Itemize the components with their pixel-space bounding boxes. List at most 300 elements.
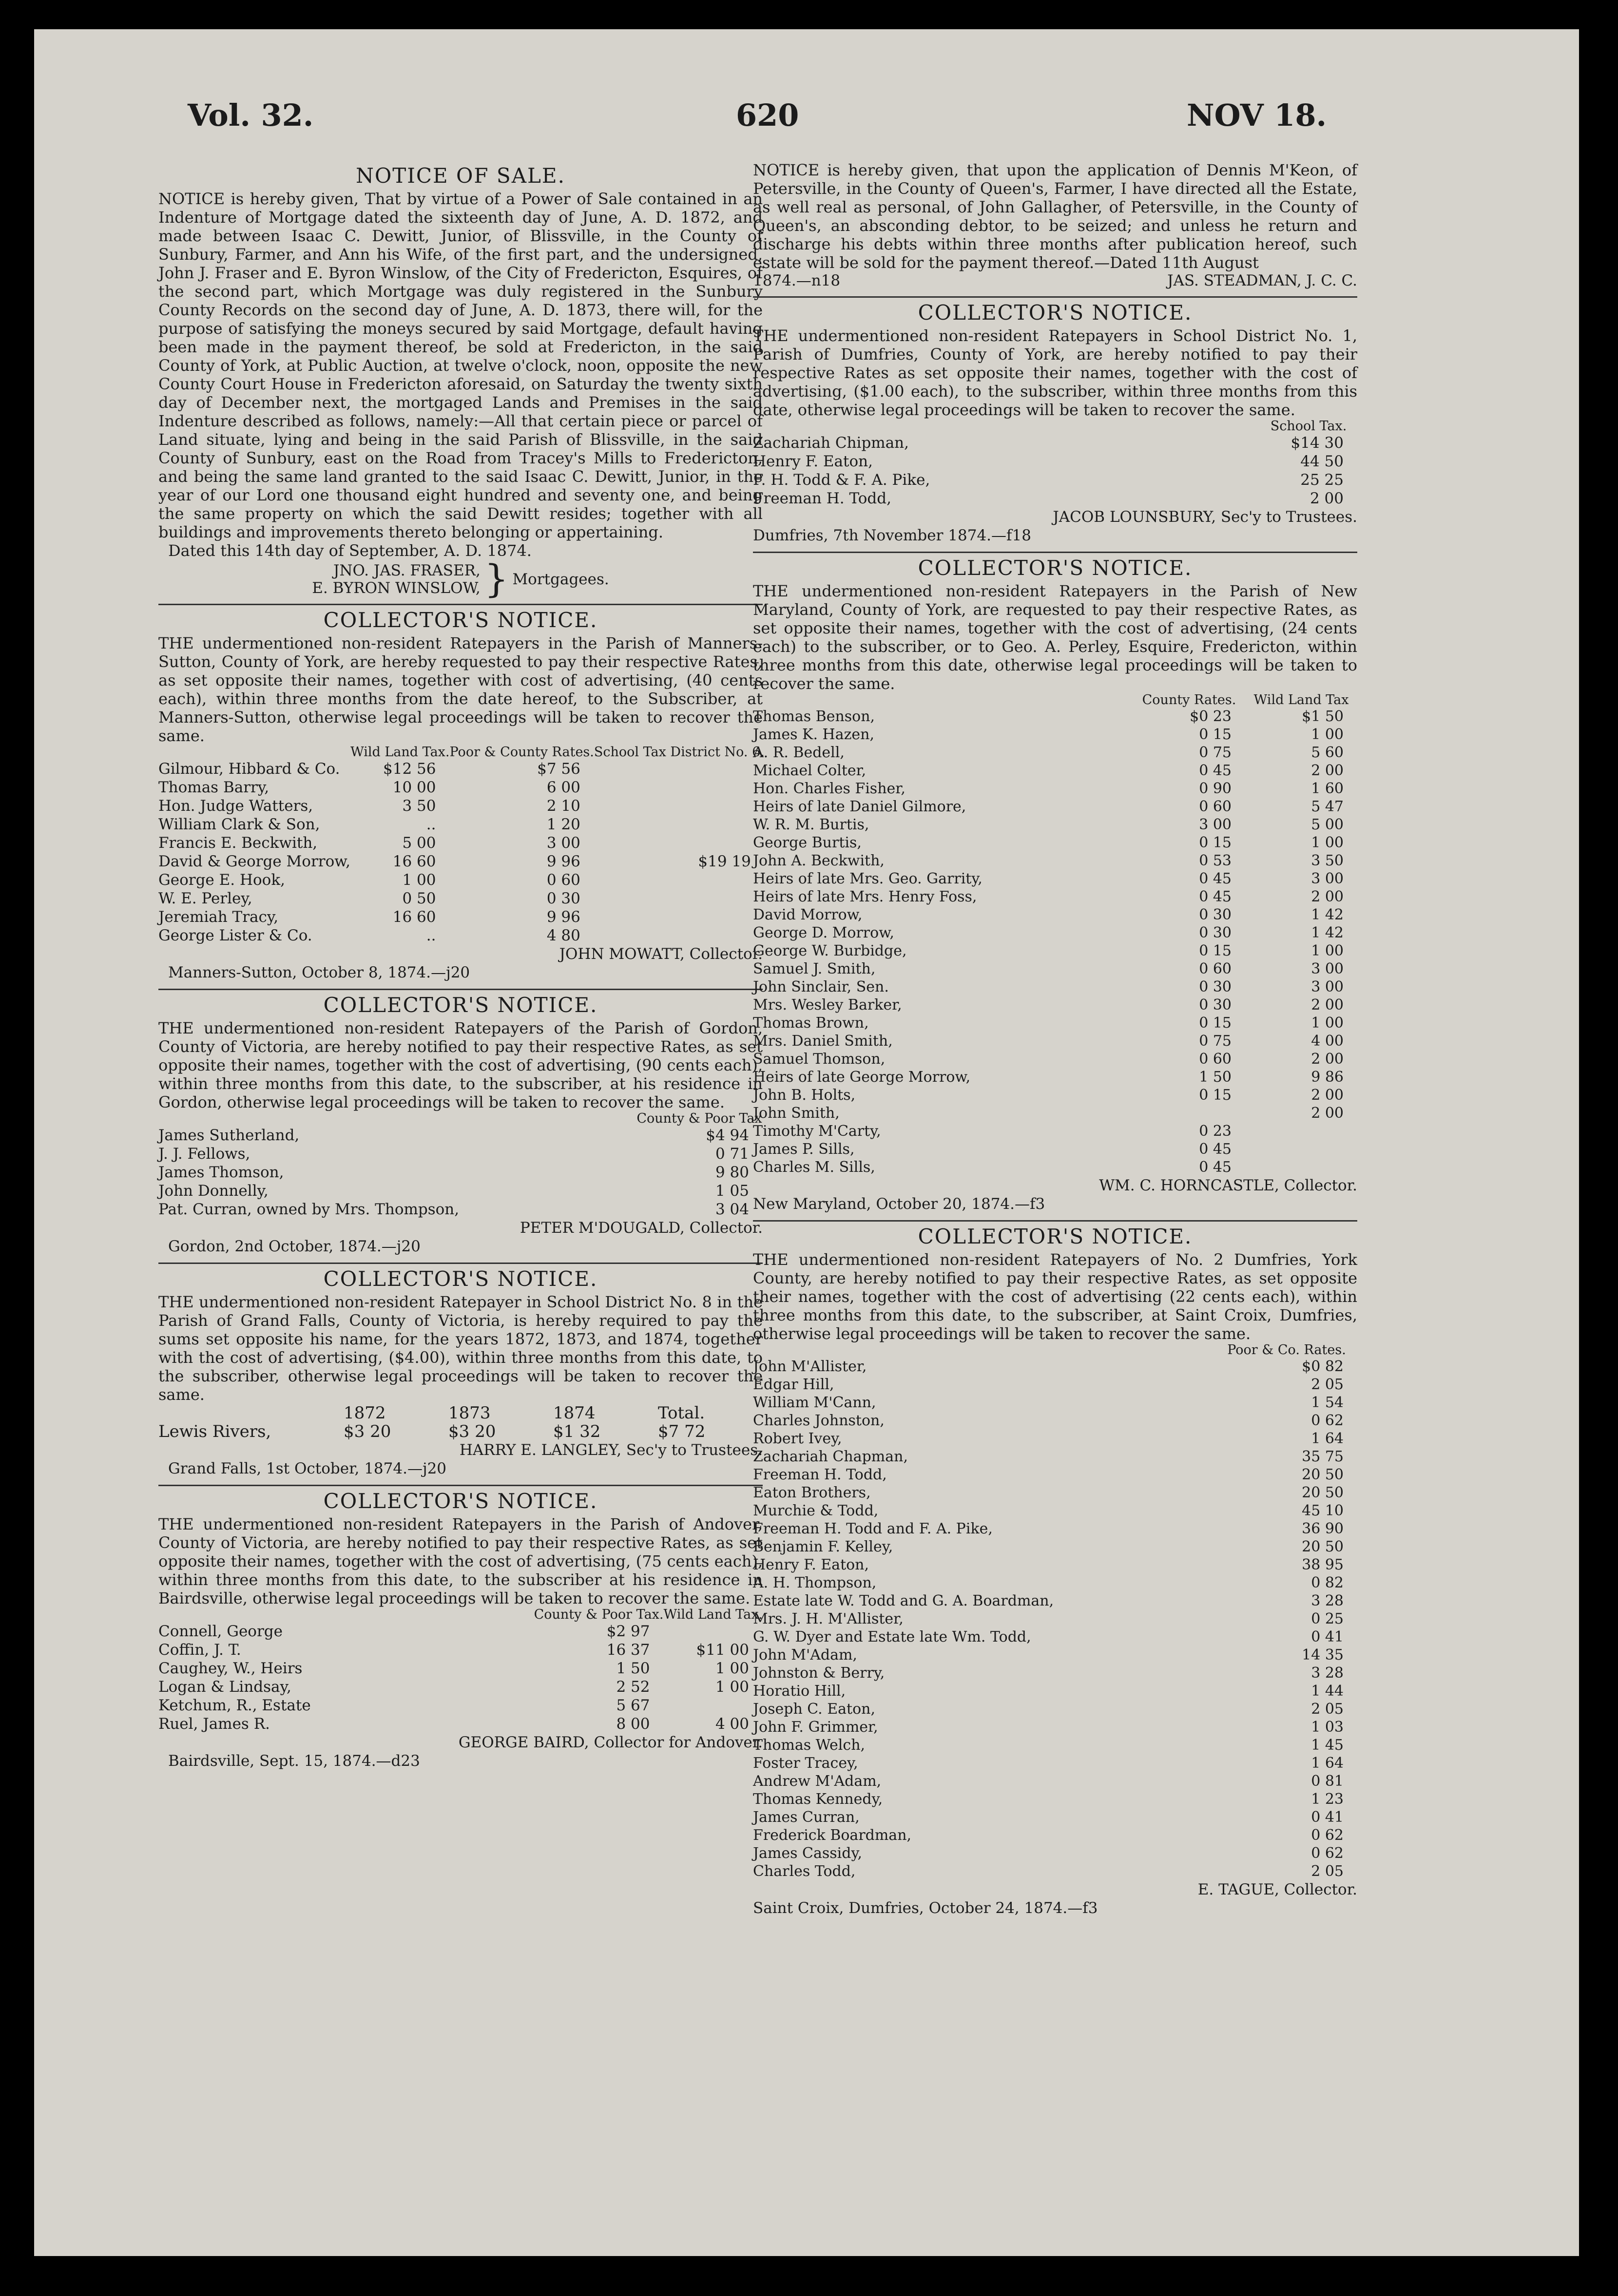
- collector-signature: JOHN MOWATT, Collector.: [559, 945, 763, 963]
- ratepayer-name: James Cassidy,: [753, 1845, 862, 1862]
- column-header: School Tax District No. 6.: [594, 745, 765, 760]
- amount: 0 25: [1311, 1610, 1344, 1627]
- ratepayer-name: Zachariah Chipman,: [753, 434, 909, 452]
- table-row: [753, 1862, 1357, 1880]
- collector-signature: GEORGE BAIRD, Collector for Andover.: [458, 1734, 763, 1751]
- amount: 0 15: [1199, 1087, 1232, 1104]
- amount: 1 05: [715, 1182, 749, 1200]
- ratepayer-name: Freeman H. Todd and F. A. Pike,: [753, 1520, 993, 1537]
- amount: 0 45: [1199, 870, 1232, 887]
- notice-footer: Bairdsville, Sept. 15, 1874.—d23: [168, 1752, 420, 1770]
- column-header: Poor & County Rates.: [449, 745, 594, 760]
- amount: 44 50: [1300, 453, 1344, 470]
- amount: 1 00: [1311, 834, 1344, 851]
- notice-body: NOTICE is hereby given, that upon the application of Dennis M'Keon, of Petersville, in the County of Queen's, Farmer, I have directed all the Estate, as well real as personal, of John Gallagher, of Petersville, in the County of Queen's, an absconding debtor, to be seized; and unless he return and discharge his debts within three months after publication hereof, such estate will be sold for the payment thereof.—Dated 11th August: [753, 161, 1357, 272]
- ratepayer-name: Samuel J. Smith,: [753, 960, 876, 977]
- ratepayer-name: J. J. Fellows,: [158, 1145, 250, 1163]
- amount: 1 00: [715, 1678, 749, 1696]
- amount: 1 42: [1311, 906, 1344, 923]
- notice-title: COLLECTOR'S NOTICE.: [323, 993, 598, 1017]
- amount: 0 82: [1311, 1574, 1344, 1591]
- ratepayer-name: John F. Grimmer,: [753, 1719, 878, 1736]
- amount: 5 67: [616, 1697, 650, 1714]
- table-row: [158, 889, 765, 908]
- divider: [158, 989, 763, 990]
- amount: 4 00: [1311, 1033, 1344, 1050]
- amount: 20 50: [1302, 1466, 1344, 1483]
- amount: 0 15: [1199, 726, 1232, 743]
- amount: 1 00: [1311, 726, 1344, 743]
- notice-body: THE undermentioned non-resident Ratepayers in School District No. 1, Parish of Dumfries, County of York, are hereby notified to pay their respective Rates as set opposite their names, together with the cost of advertising, ($1.00 each), to the subscriber, within three months from this date, otherwise legal proceedings will be taken to recover the same.: [753, 326, 1357, 419]
- notice-of-sale: [158, 164, 763, 601]
- ratepayer-name: Gilmour, Hibbard & Co.: [158, 760, 340, 778]
- table-row: [158, 852, 765, 871]
- brace: }: [484, 557, 509, 601]
- amount: 0 62: [1311, 1845, 1344, 1862]
- table-row: [753, 978, 1357, 996]
- amount: $11 00: [696, 1641, 749, 1659]
- amount: 2 05: [1311, 1863, 1344, 1880]
- table-row: [753, 1826, 1357, 1844]
- absconding-debtor-notice: [753, 161, 1357, 289]
- amount: 4 00: [715, 1715, 749, 1733]
- amount: 2 00: [1311, 888, 1344, 905]
- table-row: [753, 452, 1357, 471]
- table-row: [753, 1790, 1357, 1808]
- column-header: School Tax.: [1270, 419, 1347, 434]
- table-row: [753, 1104, 1357, 1122]
- amount: 10 00: [392, 779, 436, 796]
- ratepayer-name: Ruel, James R.: [158, 1715, 270, 1733]
- notice-title: COLLECTOR'S NOTICE.: [918, 301, 1193, 325]
- ratepayer-name: Francis E. Beckwith,: [158, 834, 318, 852]
- issue-date: NOV 18.: [1187, 97, 1327, 133]
- table-row: [753, 1448, 1357, 1466]
- amount: 3 28: [1311, 1665, 1344, 1682]
- ratepayer-name: Benjamin F. Kelley,: [753, 1538, 893, 1555]
- amount: 0 75: [1199, 744, 1232, 761]
- amount: $3 20: [448, 1422, 496, 1441]
- amount: $14 30: [1291, 434, 1344, 452]
- signature: E. BYRON WINSLOW,: [312, 579, 481, 597]
- amount: 45 10: [1302, 1502, 1344, 1519]
- table-row: [158, 1200, 763, 1219]
- table-row: [753, 708, 1357, 726]
- table-row: [753, 1068, 1357, 1086]
- amount: 0 30: [1199, 996, 1232, 1014]
- ratepayer-name: G. W. Dyer and Estate late Wm. Todd,: [753, 1628, 1031, 1645]
- table-row: [753, 726, 1357, 744]
- table-row: [753, 1412, 1357, 1430]
- table-row: [158, 834, 765, 852]
- column-header: 1873: [448, 1403, 491, 1423]
- ratepayer-name: Mrs. Wesley Barker,: [753, 996, 902, 1014]
- amount: $7 56: [537, 760, 580, 778]
- ratepayer-name: John M'Adam,: [753, 1646, 857, 1664]
- table-row: [158, 778, 765, 797]
- ratepayer-name: Henry F. Eaton,: [753, 453, 873, 470]
- column-header: 1874: [553, 1403, 596, 1423]
- amount: $0 82: [1302, 1358, 1344, 1375]
- amount: 1 00: [402, 871, 436, 889]
- table-row: [753, 434, 1357, 452]
- amount: ..: [426, 816, 436, 833]
- amount: [663, 1696, 763, 1715]
- table-row: [753, 1502, 1357, 1520]
- table-row: [753, 1718, 1357, 1736]
- new-maryland-notice: [753, 556, 1357, 1213]
- notice-body: THE undermentioned non-resident Ratepayers in the Parish of New Maryland, County of York, are requested to pay their respective Rates, as set opposite their names, together with the cost of advertising, (24 cents each) to the subscriber, or to Geo. A. Perley, Esquire, Fredericton, within three months from this date, otherwise legal proceedings will be taken to recover the same.: [753, 582, 1357, 693]
- amount: 5 00: [402, 834, 436, 852]
- ratepayer-table: [158, 1111, 763, 1219]
- amount: 0 30: [1199, 924, 1232, 941]
- ratepayer-name: James P. Sills,: [753, 1141, 855, 1158]
- table-row: [753, 834, 1357, 852]
- column-header: Poor & Co. Rates.: [1227, 1342, 1346, 1358]
- ratepayer-name: Estate late W. Todd and G. A. Boardman,: [753, 1592, 1054, 1609]
- table-row: [753, 798, 1357, 816]
- notice-footer: Dumfries, 7th November 1874.—f18: [753, 527, 1031, 544]
- notice-body: THE undermentioned non-resident Ratepayers of No. 2 Dumfries, York County, are hereby notified to pay their respective Rates, as set opposite their names, together with the cost of advertising (22 cents each), within three months from this date, to the subscriber, at Saint Croix, Dumfries, otherwise legal proceedings will be taken to recover the same.: [753, 1250, 1357, 1343]
- ratepayer-name: Freeman H. Todd,: [753, 490, 891, 507]
- column-header: County & Poor Tax: [636, 1111, 762, 1126]
- amount: 25 25: [1300, 471, 1344, 489]
- table-row: [158, 1163, 763, 1182]
- amount: 9 96: [546, 908, 580, 926]
- manners-sutton-notice: [158, 608, 763, 982]
- amount: 0 15: [1199, 942, 1232, 959]
- table-row: [158, 871, 765, 889]
- ratepayer-table: [753, 693, 1357, 1176]
- ratepayer-name: Jeremiah Tracy,: [158, 908, 279, 926]
- amount: 0 30: [1199, 906, 1232, 923]
- table-row: [158, 1715, 763, 1733]
- ratepayer-name: John M'Allister,: [753, 1358, 867, 1375]
- ratepayer-name: Charles Todd,: [753, 1863, 856, 1880]
- amount: 14 35: [1302, 1646, 1344, 1664]
- amount: [1133, 1104, 1245, 1122]
- amount: 0 62: [1311, 1412, 1344, 1429]
- ratepayer-name: Heirs of late Daniel Gilmore,: [753, 798, 966, 815]
- notice-body: THE undermentioned non-resident Ratepayers of the Parish of Gordon, County of Victoria, are hereby notified to pay their respective Rates, as set opposite their names, together with the cost of advertising, (90 cents each), within three months from this date, to the subscriber, at his residence in Gordon, otherwise legal proceedings will be taken to recover the same.: [158, 1019, 763, 1111]
- ratepayer-name: John Smith,: [753, 1105, 840, 1122]
- amount: $12 56: [383, 760, 436, 778]
- table-row: [753, 870, 1357, 888]
- amount: 36 90: [1302, 1520, 1344, 1537]
- amount: 1 42: [1311, 924, 1344, 941]
- amount: 0 45: [1199, 762, 1232, 779]
- amount: [594, 834, 765, 852]
- ratepayer-name: Zachariah Chapman,: [753, 1448, 908, 1465]
- amount: 2 00: [1311, 1105, 1344, 1122]
- dumfries-school-notice: [753, 301, 1357, 545]
- amount: [594, 815, 765, 834]
- amount: 0 30: [1199, 978, 1232, 995]
- amount: 0 23: [1199, 1123, 1232, 1140]
- amount: 1 03: [1311, 1719, 1344, 1736]
- ratepayer-name: Pat. Curran, owned by Mrs. Thompson,: [158, 1201, 460, 1218]
- ratepayer-name: Hon. Judge Watters,: [158, 797, 313, 815]
- ratepayer-name: George Burtis,: [753, 834, 862, 851]
- amount: $7 72: [658, 1422, 706, 1441]
- table-row: [753, 924, 1357, 942]
- notice-title: COLLECTOR'S NOTICE.: [323, 1489, 598, 1513]
- amount: [1245, 1140, 1357, 1158]
- amount: 3 00: [546, 834, 580, 852]
- ratepayer-name: Charles M. Sills,: [753, 1159, 875, 1176]
- collector-signature: E. TAGUE, Collector.: [1197, 1881, 1357, 1898]
- grand-falls-notice: [158, 1267, 763, 1478]
- notice-footer: Grand Falls, 1st October, 1874.—j20: [168, 1460, 447, 1477]
- amount: 1 00: [1311, 1014, 1344, 1032]
- amount: 1 20: [546, 816, 580, 833]
- table-row: [753, 1014, 1357, 1032]
- ratepayer-name: Horatio Hill,: [753, 1683, 846, 1700]
- amount: 1 00: [715, 1660, 749, 1677]
- column-header: Wild Land Tax.: [350, 745, 450, 760]
- amount: [594, 797, 765, 815]
- notice-body: NOTICE is hereby given, That by virtue of a Power of Sale contained in an Indenture of Mortgage dated the sixteenth day of June, A. D. 1872, and made between Isaac C. Dewitt, Junior, of Blissville, in the County of Sunbury, Farmer, and Ann his Wife, of the first part, and the undersigned, John J. Fraser and E. Byron Winslow, of the City of Fredericton, Esquires, of the second part, which Mortgage was duly registered in the Sunbury County Records on the second day of June, A. D. 1873, there will, for the purpose of satisfying the moneys secured by said Mortgage, default having been made in the payment thereof, be sold at Fredericton, in the said County of York, at Public Auction, at twelve o'clock, noon, opposite the new County Court House in Fredericton aforesaid, on Saturday the twenty sixth day of December next, the mortgaged Lands and Premises in the said Indenture described as follows, namely:—All that certain piece or parcel of Land situate, lying and being in the said Parish of Blissville, in the said County of Sunbury, east on the Road from Tracey's Mills to Fredericton, and being the same land granted to the said Isaac C. Dewitt, Junior, in the year of our Lord one thousand eight hundred and seventy one, and being the same property on which the said Dewitt resides; together with all buildings and improvements thereto belonging or appertaining.: [158, 190, 763, 541]
- divider: [158, 604, 763, 605]
- amount: 9 86: [1311, 1069, 1344, 1086]
- table-row: [753, 1140, 1357, 1158]
- amount: 0 50: [402, 890, 436, 907]
- ratepayer-name: Freeman H. Todd,: [753, 1466, 887, 1483]
- ratepayer-name: Johnston & Berry,: [753, 1665, 885, 1682]
- ratepayer-table: [753, 1343, 1357, 1880]
- ratepayer-name: Eaton Brothers,: [753, 1484, 871, 1501]
- notice-body: THE undermentioned non-resident Ratepayers in the Parish of Andover, County of Victoria, are hereby notified to pay their respective Rates, as set opposite their names, together with the cost of advertising, (75 cents each), within three months from this date, to the subscriber at his residence in Bairdsville, otherwise legal proceedings will be taken to recover the same.: [158, 1515, 763, 1607]
- amount: 1 64: [1311, 1755, 1344, 1772]
- dumfries-no2-notice: [753, 1225, 1357, 1917]
- amount: [663, 1622, 763, 1641]
- table-row: [753, 1628, 1357, 1646]
- amount: 0 45: [1199, 1159, 1232, 1176]
- table-row: [158, 1678, 763, 1696]
- ratepayer-name: William M'Cann,: [753, 1394, 876, 1411]
- amount: 1 45: [1311, 1737, 1344, 1754]
- ratepayer-name: George W. Burbidge,: [753, 942, 907, 959]
- table-row: [158, 1641, 763, 1659]
- amount: $1 50: [1302, 708, 1344, 725]
- table-row: [158, 815, 765, 834]
- amount: 0 45: [1199, 888, 1232, 905]
- table-row: [753, 1574, 1357, 1592]
- ratepayer-name: Thomas Barry,: [158, 779, 270, 796]
- amount: 2 05: [1311, 1701, 1344, 1718]
- ratepayer-name: John A. Beckwith,: [753, 852, 885, 869]
- table-row: [753, 1700, 1357, 1718]
- table-row: [753, 1736, 1357, 1754]
- divider: [158, 1485, 763, 1486]
- ratepayer-name: George Lister & Co.: [158, 927, 312, 944]
- table-row: [753, 816, 1357, 834]
- ratepayer-name: Thomas Kennedy,: [753, 1791, 883, 1808]
- table-row: [158, 1182, 763, 1200]
- amount: 3 00: [1311, 960, 1344, 977]
- table-row: [753, 1646, 1357, 1664]
- notice-footer: Gordon, 2nd October, 1874.—j20: [168, 1238, 421, 1255]
- amount: 1 54: [1311, 1394, 1344, 1411]
- left-column: [158, 161, 763, 1777]
- notice-footer: Manners-Sutton, October 8, 1874.—j20: [168, 964, 470, 981]
- ratepayer-name: Heirs of late George Morrow,: [753, 1069, 971, 1086]
- amount: 3 00: [1311, 978, 1344, 995]
- amount: [594, 908, 765, 926]
- amount: 35 75: [1302, 1448, 1344, 1465]
- year-table: [158, 1404, 763, 1441]
- ratepayer-name: John Sinclair, Sen.: [753, 978, 889, 995]
- ratepayer-table: [158, 1607, 763, 1733]
- amount: 0 75: [1199, 1033, 1232, 1050]
- table-row: [753, 1430, 1357, 1448]
- amount: 0 53: [1199, 852, 1232, 869]
- amount: 8 00: [616, 1715, 650, 1733]
- table-row: [158, 1696, 763, 1715]
- ratepayer-name: Charles Johnston,: [753, 1412, 885, 1429]
- table-row: [753, 1592, 1357, 1610]
- amount: 0 15: [1199, 834, 1232, 851]
- table-row: [753, 1358, 1357, 1376]
- amount: 2 00: [1311, 762, 1344, 779]
- amount: [594, 760, 765, 778]
- notice-title: NOTICE OF SALE.: [356, 164, 565, 188]
- amount: 4 80: [546, 927, 580, 944]
- table-row: [753, 1682, 1357, 1700]
- ratepayer-name: John Donnelly,: [158, 1182, 269, 1200]
- ratepayer-name: W. R. M. Burtis,: [753, 816, 869, 833]
- column-header: Wild Land Tax.: [663, 1607, 763, 1622]
- amount: 3 04: [715, 1201, 749, 1218]
- dated-line: Dated this 14th day of September, A. D. 1874.: [168, 541, 532, 560]
- amount: 0 41: [1311, 1809, 1344, 1826]
- ratepayer-name: Mrs. Daniel Smith,: [753, 1033, 893, 1050]
- amount: 0 60: [1199, 798, 1232, 815]
- notice-title: COLLECTOR'S NOTICE.: [918, 1225, 1193, 1248]
- ratepayer-name: Logan & Lindsay,: [158, 1678, 291, 1696]
- ratepayer-name: James Curran,: [753, 1809, 860, 1826]
- amount: 0 60: [1199, 960, 1232, 977]
- amount: [1245, 1158, 1357, 1176]
- volume-label: Vol. 32.: [188, 97, 314, 133]
- amount: 2 05: [1311, 1376, 1344, 1393]
- table-row: [753, 744, 1357, 762]
- table-row: [753, 996, 1357, 1014]
- ratepayer-name: Timothy M'Carty,: [753, 1123, 881, 1140]
- amount: [594, 871, 765, 889]
- amount: 20 50: [1302, 1484, 1344, 1501]
- table-row: [753, 762, 1357, 780]
- amount: 2 10: [546, 797, 580, 815]
- amount: 38 95: [1302, 1556, 1344, 1573]
- right-column: [753, 161, 1357, 1924]
- divider: [753, 296, 1357, 298]
- column-header: Wild Land Tax: [1253, 692, 1349, 708]
- amount: 5 60: [1311, 744, 1344, 761]
- amount: 2 00: [1311, 1087, 1344, 1104]
- amount: 0 90: [1199, 780, 1232, 797]
- ratepayer-name: Hon. Charles Fisher,: [753, 780, 905, 797]
- amount: $2 97: [606, 1623, 650, 1640]
- ratepayer-name: F. H. Todd & F. A. Pike,: [753, 471, 930, 489]
- notice-title: COLLECTOR'S NOTICE.: [323, 1267, 598, 1291]
- table-row: [753, 906, 1357, 924]
- amount: 6 00: [546, 779, 580, 796]
- table-row: [753, 1610, 1357, 1628]
- ratepayer-name: Heirs of late Mrs. Henry Foss,: [753, 888, 977, 905]
- amount: $4 94: [706, 1127, 749, 1144]
- amount: 16 60: [392, 853, 436, 870]
- table-row: [158, 1126, 763, 1145]
- divider: [753, 1220, 1357, 1222]
- table-row: [753, 1754, 1357, 1772]
- table-row: [753, 1158, 1357, 1176]
- table-row: [753, 1122, 1357, 1140]
- amount: 1 60: [1311, 780, 1344, 797]
- amount: 2 00: [1311, 996, 1344, 1014]
- ratepayer-name: Ketchum, R., Estate: [158, 1697, 311, 1714]
- amount: $19 19: [698, 853, 751, 870]
- gordon-notice: [158, 993, 763, 1256]
- ratepayer-name: James Sutherland,: [158, 1127, 300, 1144]
- andover-notice: [158, 1489, 763, 1770]
- table-row: [753, 1664, 1357, 1682]
- ratepayer-name: Coffin, J. T.: [158, 1641, 241, 1659]
- mortgagee-signatures: [158, 557, 763, 601]
- table-row: [753, 1772, 1357, 1790]
- ratepayer-name: David & George Morrow,: [158, 853, 350, 870]
- ratepayer-name: Michael Colter,: [753, 762, 867, 779]
- table-row: [753, 1050, 1357, 1068]
- ratepayer-name: Frederick Boardman,: [753, 1827, 912, 1844]
- amount: 3 50: [1311, 852, 1344, 869]
- amount: 0 81: [1311, 1773, 1344, 1790]
- amount: 0 71: [715, 1145, 749, 1163]
- divider: [158, 1263, 763, 1264]
- ratepayer-name: Samuel Thomson,: [753, 1051, 886, 1068]
- table-row: [158, 797, 765, 815]
- collector-signature: PETER M'DOUGALD, Collector.: [520, 1219, 763, 1237]
- table-row: [753, 471, 1357, 489]
- amount: 3 00: [1199, 816, 1232, 833]
- table-row: [158, 926, 765, 945]
- column-header: County & Poor Tax.: [534, 1607, 664, 1622]
- ratepayer-name: Robert Ivey,: [753, 1430, 842, 1447]
- notice-title: COLLECTOR'S NOTICE.: [323, 608, 598, 632]
- ratepayer-name: Murchie & Todd,: [753, 1502, 879, 1519]
- collector-signature: JACOB LOUNSBURY, Sec'y to Trustees.: [1053, 508, 1357, 526]
- table-row: [753, 1808, 1357, 1826]
- amount: $3 20: [344, 1422, 391, 1441]
- amount: 1 23: [1311, 1791, 1344, 1808]
- amount: 9 96: [546, 853, 580, 870]
- amount: [594, 926, 765, 945]
- ratepayer-name: A. R. Bedell,: [753, 744, 845, 761]
- amount: 16 37: [606, 1641, 650, 1659]
- amount: 1 44: [1311, 1683, 1344, 1700]
- table-row: [158, 1659, 763, 1678]
- table-row: [753, 1556, 1357, 1574]
- ratepayer-name: W. E. Perley,: [158, 890, 252, 907]
- table-row: [753, 489, 1357, 508]
- table-row: [753, 1032, 1357, 1050]
- table-row: [158, 1145, 763, 1163]
- table-row: [753, 1844, 1357, 1862]
- table-row: [753, 1394, 1357, 1412]
- ratepayer-name: George E. Hook,: [158, 871, 285, 889]
- amount: 0 62: [1311, 1827, 1344, 1844]
- amount: 0 60: [546, 871, 580, 889]
